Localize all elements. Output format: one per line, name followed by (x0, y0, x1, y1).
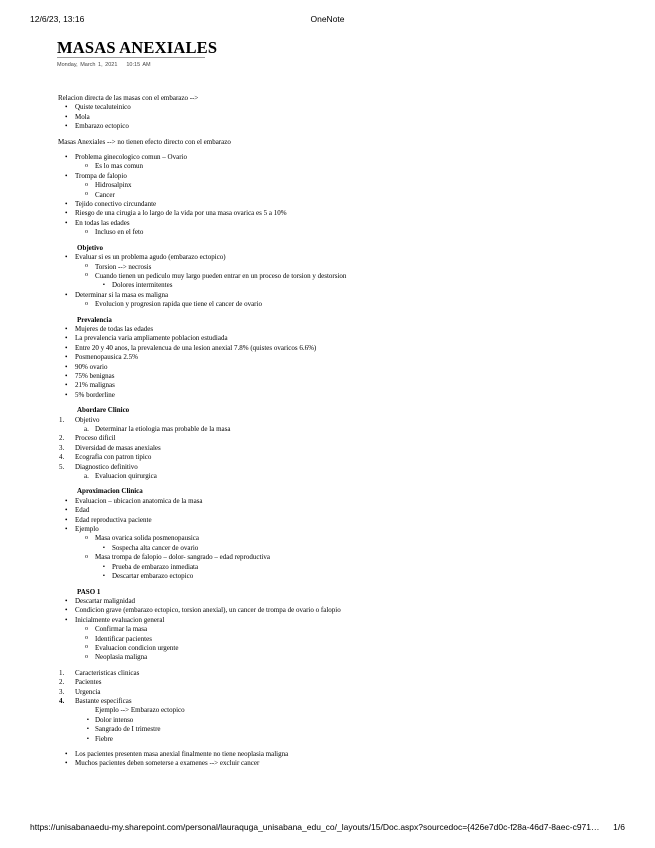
list-item: • Trompa de falopio (58, 172, 618, 181)
list-item: • Inicialmente evaluacion general (58, 616, 618, 625)
list-item: • Problema ginecologico comun – Ovario (58, 153, 618, 162)
list-item: a. Determinar la etiologia mas probable de la masa (84, 425, 231, 433)
list-item: o Incluso en el feto (58, 228, 618, 237)
print-url: https://unisabanaedu-my.sharepoint.com/personal/lauraquga_unisabana_edu_co/_layouts/15/Doc.aspx?sourcedoc={426e7d0c-f28a-46d7-8aec-c971… (30, 822, 600, 832)
list-item: 2. Pacientes (59, 678, 102, 687)
list-item: • Edad (58, 506, 618, 515)
prevalencia-list (58, 325, 618, 400)
final-list (58, 750, 618, 769)
aproximacion-list (58, 497, 618, 582)
list-item: o Evaluacion condicion urgente (58, 644, 618, 653)
list-item: • 21% malignas (58, 381, 618, 390)
page-title: MASAS ANEXIALES (57, 38, 218, 57)
print-page-number: 1/6 (613, 822, 625, 832)
print-footer (30, 822, 625, 834)
list-item: 1. Objetivo (59, 415, 100, 424)
list-item: • Tejido conectivo circundante (58, 200, 618, 209)
page-time: 10:15 AM (126, 62, 151, 68)
caracteristicas-list (58, 669, 618, 707)
list-item: ▪ Fiebre (58, 735, 618, 744)
sin-relacion-list (58, 153, 618, 238)
list-item: • Ejemplo (58, 525, 618, 534)
list-item: 4. Ecografia con patron tipico (59, 453, 152, 462)
print-datetime: 12/6/23, 13:16 (30, 14, 85, 24)
print-header (30, 14, 625, 26)
sin-relacion-lead: Masas Anexiales --> no tienen efecto directo con el embarazo (58, 137, 231, 146)
list-item: • Mujeres de todas las edades (58, 325, 618, 334)
list-item: ▪ Descartar embarazo ectopico (58, 572, 618, 581)
abordaje-list (58, 416, 618, 482)
list-item: • Condicion grave (embarazo ectopico, torsion anexial), un cancer de trompa de ovario o falopio (58, 606, 618, 615)
list-item: • Los pacientes presenten masa anexial finalmente no tiene neoplasia maligna (58, 750, 618, 759)
list-item: a. Evaluacion quirurgica (84, 472, 157, 481)
list-item: • Quiste tecaluteinico (58, 103, 618, 112)
title-underline (57, 57, 205, 58)
list-item: • Evaluacion – ubicacion anatomica de la masa (58, 497, 618, 506)
section-heading-aproximacion: Aproximacion Clinica (77, 487, 143, 496)
page-date: Monday, March 1, 2021 (57, 62, 118, 68)
list-item: • Mola (58, 113, 618, 122)
list-item: o Hidrosalpinx (58, 181, 618, 190)
list-item: • Edad reproductiva paciente (58, 516, 618, 525)
ejemplo-line: Ejemplo --> Embarazo ectopico (95, 706, 185, 715)
list-item: o Masa ovarica solida posmenopausica (58, 534, 618, 543)
list-item: ▪ Sospecha alta cancer de ovario (58, 544, 618, 553)
list-item: ▪ Sangrado de I trimestre (58, 725, 618, 734)
intro-lead: Relacion directa de las masas con el embarazo --> (58, 94, 199, 102)
section-heading-abordaje: Abordare Clinico (77, 406, 130, 415)
list-item: o Evolucion y progresion rapida que tiene el cancer de ovario (58, 300, 618, 309)
page-meta (57, 62, 151, 68)
section-heading-prevalencia: Prevalencia (77, 315, 112, 324)
list-item: ▪ Dolor intenso (58, 716, 618, 725)
list-item: 4. Bastante especificas (59, 696, 132, 705)
ejemplo-list (58, 716, 618, 744)
list-item: ▪ Prueba de embarazo inmediata (58, 563, 618, 572)
list-item: o Torsion --> necrosis (58, 263, 618, 272)
list-item: o Neoplasia maligna (58, 653, 618, 662)
paso1-list (58, 597, 618, 663)
list-item: o Cancer (58, 191, 618, 200)
note-body (58, 94, 618, 769)
list-item: o Cuando tienen un pediculo muy largo pueden entrar en un proceso de torsion y destorsion (58, 272, 618, 281)
list-item: • En todas las edades (58, 219, 618, 228)
list-item: 3. Urgencia (59, 687, 101, 696)
section-heading-paso1: PASO 1 (77, 587, 101, 596)
list-item: • Determinar si la masa es maligna (58, 291, 618, 300)
list-item: 3. Diversidad de masas anexiales (59, 443, 161, 452)
objetivo-list (58, 253, 618, 309)
list-item: o Masa trompa de falopio – dolor- sangrado – edad reproductiva (58, 553, 618, 562)
intro-list (58, 103, 618, 131)
list-item: • Entre 20 y 40 anos, la prevalencua de una lesion anexial 7.8% (quistes ovaricos 6.6%) (58, 344, 618, 353)
list-item: • Embarazo ectopico (58, 122, 618, 131)
section-heading-objetivo: Objetivo (77, 243, 104, 252)
list-item: o Confirmar la masa (58, 625, 618, 634)
list-item: o Identificar pacientes (58, 635, 618, 644)
list-item: • Posmenopausica 2.5% (58, 353, 618, 362)
print-app-name: OneNote (310, 14, 345, 24)
list-item: • 5% borderline (58, 391, 618, 400)
list-item: • Muchos pacientes deben someterse a examenes --> excluir cancer (58, 759, 618, 768)
list-item: 5. Diagnostico definitivo (59, 462, 138, 471)
list-item: • La prevalencia varia ampliamente poblacion estudiada (58, 334, 618, 343)
list-item: • 75% benignas (58, 372, 618, 381)
list-item: • Descartar malignidad (58, 597, 618, 606)
list-item: • 90% ovario (58, 363, 618, 372)
list-item: • Evaluar si es un problema agudo (embarazo ectopico) (58, 253, 618, 262)
list-item: • Riesgo de una cirugia a lo largo de la vida por una masa ovarica es 5 a 10% (58, 209, 618, 218)
list-item: ▪ Dolores intermitentes (58, 281, 618, 290)
list-item: 2. Proceso dificil (59, 434, 116, 443)
list-item: o Es lo mas comun (58, 162, 618, 171)
list-item: 1. Caracteristicas clinicas (59, 668, 140, 677)
